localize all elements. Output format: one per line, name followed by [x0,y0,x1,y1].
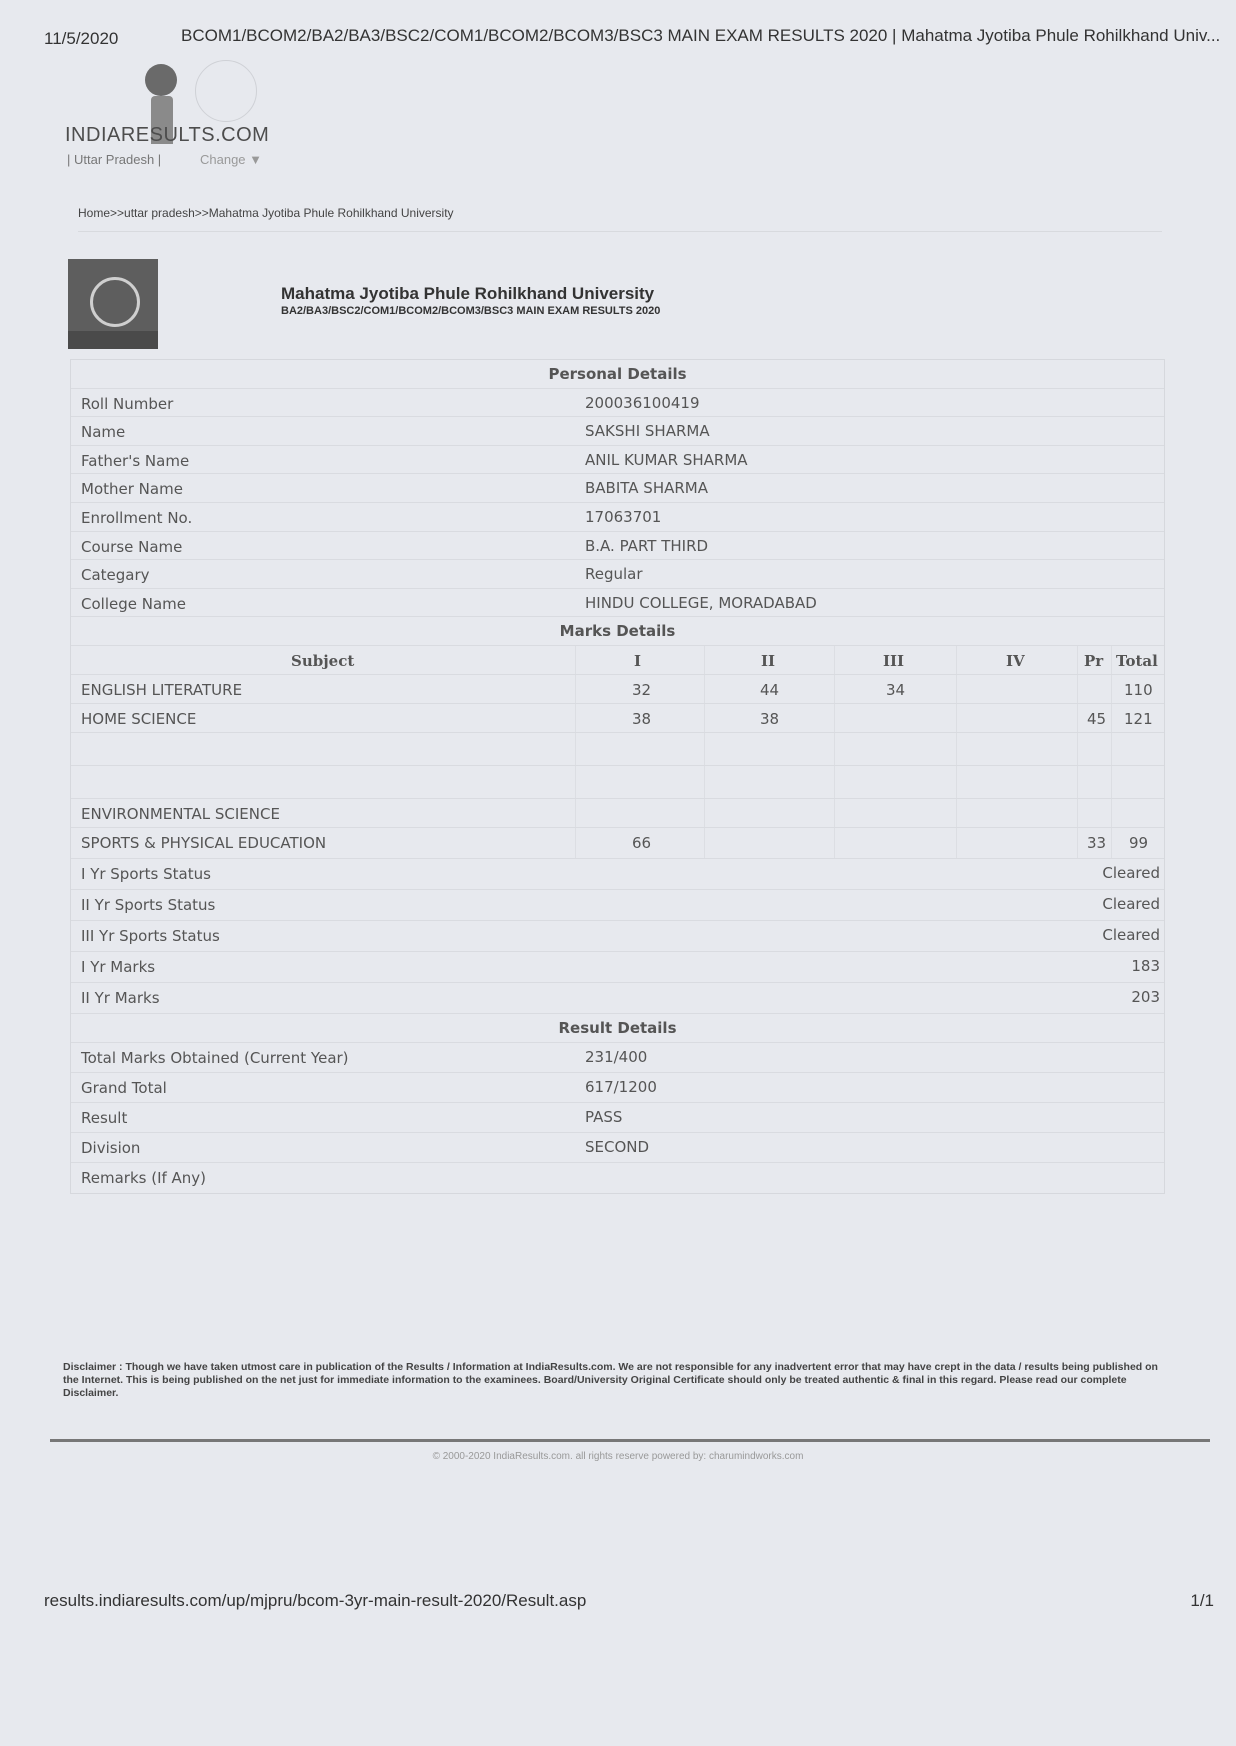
subject-row [71,733,1164,766]
mark-cell: 33 [1087,833,1107,852]
column-header: I [634,651,642,670]
detail-value: HINDU COLLEGE, MORADABAD [585,593,817,612]
site-logo[interactable] [65,58,270,173]
status-label: I Yr Marks [81,957,156,976]
mark-cell: 45 [1087,709,1107,728]
results-table [70,359,1165,1194]
result-details [71,1043,1164,1193]
mark-cell: 32 [632,680,652,699]
detail-row [71,532,1164,561]
result-details-heading: Result Details [71,1014,1164,1043]
personal-details-heading: Personal Details [71,360,1164,389]
result-row [71,1103,1164,1133]
status-row [71,890,1164,921]
result-value: 231/400 [585,1047,648,1066]
marks-grid [71,646,1164,859]
state-label: | Uttar Pradesh | [67,152,162,167]
status-row [71,859,1164,890]
mark-cell: 66 [632,833,652,852]
mark-cell: 38 [760,709,780,728]
result-label: Division [81,1138,141,1157]
detail-label: Mother Name [81,480,183,499]
result-row [71,1043,1164,1073]
subject-row [71,675,1164,704]
breadcrumb-divider [78,231,1162,232]
mark-cell: 34 [886,680,906,699]
exam-title: BA2/BA3/BSC2/COM1/BCOM2/BCOM3/BSC3 MAIN EXAM RESULTS 2020 [281,305,661,317]
result-label: Remarks (If Any) [81,1168,207,1187]
detail-row [71,389,1164,418]
result-value: PASS [585,1107,623,1126]
marks-header-row [71,646,1164,675]
page-number: 1/1 [1190,1591,1214,1610]
subject-name: ENGLISH LITERATURE [81,680,243,699]
result-label: Result [81,1108,128,1127]
detail-value: SAKSHI SHARMA [585,422,710,441]
status-value: Cleared [1102,863,1160,882]
total-cell: 121 [1124,709,1153,728]
subject-row [71,704,1164,733]
result-row [71,1073,1164,1103]
print-title: BCOM1/BCOM2/BA2/BA3/BSC2/COM1/BCOM2/BCOM3/BSC3 MAIN EXAM RESULTS 2020 | Mahatma Jyotiba Phule Rohilkhand Univ... [181,26,1221,45]
result-value: SECOND [585,1137,650,1156]
column-header: Pr [1084,651,1104,670]
detail-row [71,560,1164,589]
detail-label: Name [81,423,126,442]
print-date: 11/5/2020 [44,29,119,48]
detail-row [71,446,1164,475]
breadcrumb[interactable]: Home>>uttar pradesh>>Mahatma Jyotiba Phule Rohilkhand University [78,206,454,220]
detail-row [71,417,1164,446]
subject-row [71,828,1164,859]
mark-cell: 44 [760,680,780,699]
mark-cell: 38 [632,709,652,728]
marks-details-heading: Marks Details [71,617,1164,646]
result-row [71,1133,1164,1163]
status-label: II Yr Marks [81,988,160,1007]
detail-value: B.A. PART THIRD [585,536,709,555]
disclaimer: Disclaimer : Though we have taken utmost care in publication of the Results / Information at IndiaResults.com. We are not responsible for any inadvertent error that may have crept in the data / results being published on the Internet. This is being published on the net just for immediate information to the examinees. Board/University Original Certificate should only be treated authentic & final in this regard. Please read our complete Disclaimer. [63,1361,1158,1399]
detail-label: Father's Name [81,451,190,470]
print-url: results.indiaresults.com/up/mjpru/bcom-3yr-main-result-2020/Result.asp [44,1591,587,1610]
status-label: II Yr Sports Status [81,895,216,914]
detail-value: ANIL KUMAR SHARMA [585,450,748,469]
subject-name: HOME SCIENCE [81,709,197,728]
university-logo-icon [68,259,158,349]
logo-seal-icon [195,60,257,122]
detail-label: Enrollment No. [81,508,193,527]
result-label: Total Marks Obtained (Current Year) [81,1048,349,1067]
detail-row [71,503,1164,532]
detail-row [71,474,1164,503]
subject-name: ENVIRONMENTAL SCIENCE [81,804,280,823]
copyright: © 2000-2020 IndiaResults.com. all rights reserve powered by: charumindworks.com [432,1451,804,1462]
status-value: 183 [1131,956,1160,975]
total-cell: 110 [1124,680,1153,699]
brand-name: INDIARESULTS.COM [65,124,270,146]
change-state-link[interactable]: Change ▼ [200,152,263,167]
subject-name: SPORTS & PHYSICAL EDUCATION [81,833,327,852]
detail-value: 17063701 [585,507,662,526]
status-label: I Yr Sports Status [81,864,211,883]
subject-row [71,766,1164,799]
status-row [71,952,1164,983]
detail-label: Roll Number [81,394,174,413]
detail-label: Categary [81,566,150,585]
status-value: 203 [1131,987,1160,1006]
detail-row [71,589,1164,618]
detail-value: 200036100419 [585,393,700,412]
result-row [71,1163,1164,1193]
detail-value: BABITA SHARMA [585,479,708,498]
result-label: Grand Total [81,1078,167,1097]
logo-head-icon [145,64,177,96]
column-header: IV [1006,651,1025,670]
status-value: Cleared [1102,925,1160,944]
footer-divider [50,1439,1210,1442]
column-header: Total [1116,651,1158,670]
status-row [71,921,1164,952]
detail-value: Regular [585,565,643,584]
column-header: II [761,651,776,670]
result-value: 617/1200 [585,1077,657,1096]
detail-label: College Name [81,594,186,613]
personal-details [71,389,1164,618]
detail-label: Course Name [81,537,183,556]
column-header: III [883,651,905,670]
university-name: Mahatma Jyotiba Phule Rohilkhand University [281,284,655,303]
status-label: III Yr Sports Status [81,926,220,945]
status-row [71,983,1164,1014]
sports-status [71,859,1164,1014]
status-value: Cleared [1102,894,1160,913]
total-cell: 99 [1129,833,1149,852]
subject-row [71,799,1164,828]
column-header: Subject [291,651,355,670]
